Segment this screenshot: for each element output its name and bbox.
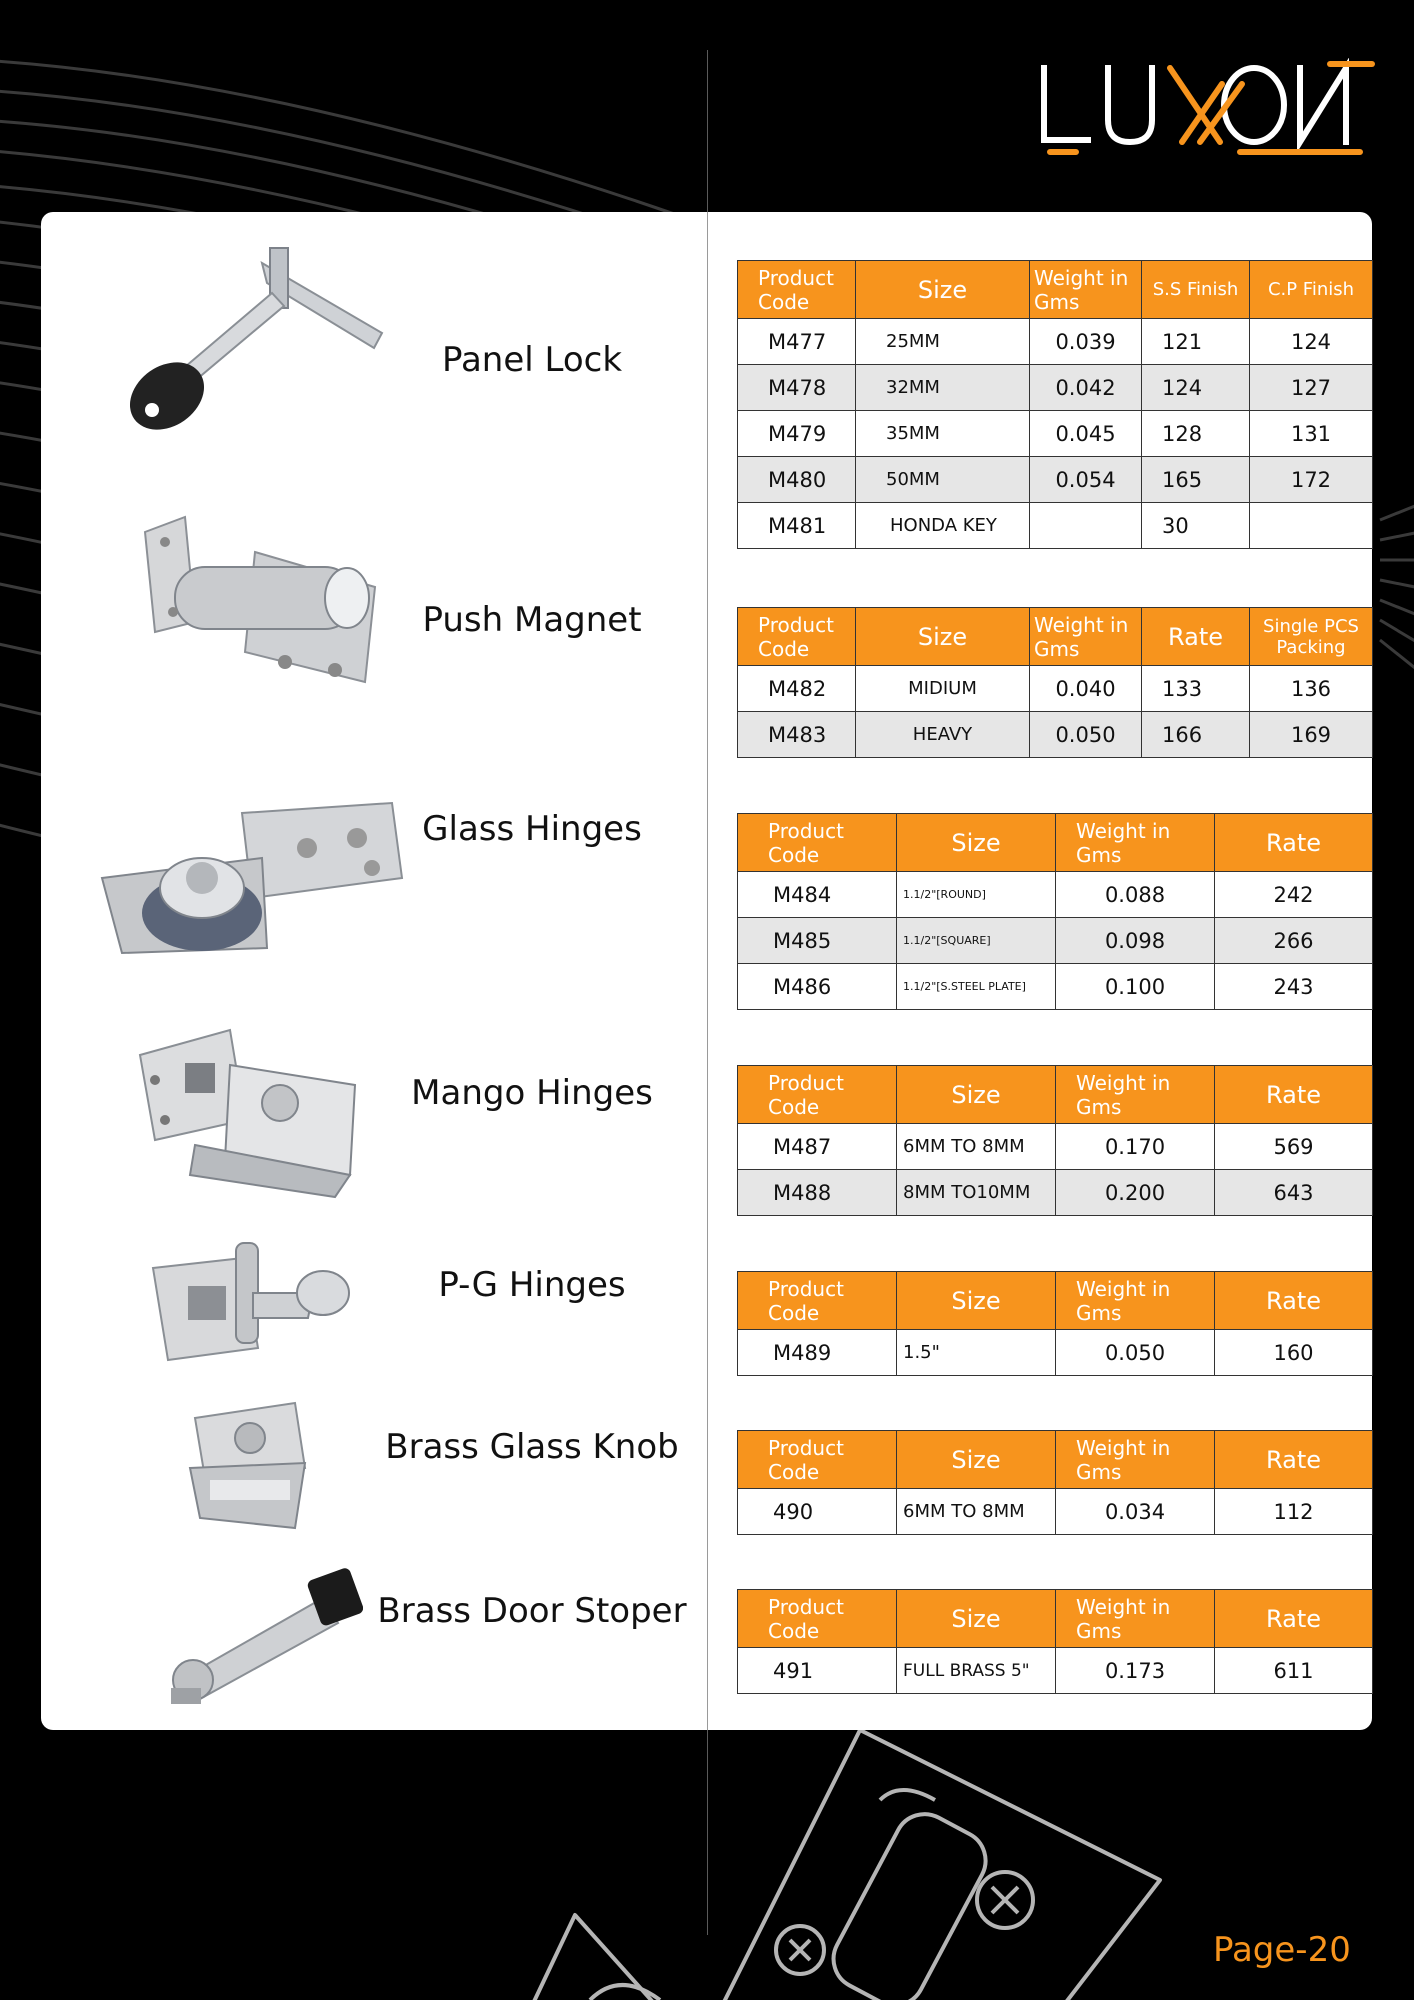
table-row [738,457,1373,503]
cell-size: 1.5" [897,1330,1056,1376]
table-row [738,1170,1373,1216]
product-name-pg-hinges: P-G Hinges [438,1265,626,1305]
cell-weight: 0.050 [1056,1330,1215,1376]
cell-rate: 133 [1142,666,1250,712]
cell-rate: 643 [1215,1170,1373,1216]
table-row [738,712,1373,758]
table-row [738,1330,1373,1376]
cell-weight: 0.050 [1030,712,1142,758]
cell-weight: 0.045 [1030,411,1142,457]
cell-packing: 136 [1250,666,1373,712]
product-name-mango-hinges: Mango Hinges [411,1073,653,1113]
cell-weight: 0.039 [1030,319,1142,365]
header-product-code: Product Code [738,608,856,666]
price-table-glass-hinges [737,813,1373,1010]
product-name-glass-hinges: Glass Hinges [422,809,642,849]
header-size: Size [856,608,1030,666]
table-row [738,918,1373,964]
header-size: Size [897,814,1056,872]
cell-size: 6MM TO 8MM [897,1489,1056,1535]
header-rate: Rate [1215,1431,1373,1489]
cell-code: M486 [738,964,897,1010]
cell-size: FULL BRASS 5" [897,1648,1056,1694]
product-name-brass-glass-knob: Brass Glass Knob [385,1427,679,1467]
price-table-pg-hinges [737,1271,1373,1376]
glass-hinges-image [92,798,404,958]
table-row [738,872,1373,918]
cell-size: 8MM TO10MM [897,1170,1056,1216]
cell-rate-2: 172 [1250,457,1373,503]
luxon-logo [1030,58,1390,158]
cell-packing: 169 [1250,712,1373,758]
price-table-brass-glass-knob [737,1430,1373,1535]
product-name-brass-door-stoper: Brass Door Stoper [377,1591,687,1631]
table-row [738,503,1373,549]
cell-weight [1030,503,1142,549]
cell-code: 491 [738,1648,897,1694]
header-size: Size [897,1431,1056,1489]
cell-size: 35MM [856,411,1030,457]
table-row [738,319,1373,365]
header-product-code: Product Code [738,1066,897,1124]
header-rate: Rate [1215,1272,1373,1330]
cell-size: HONDA KEY [856,503,1030,549]
cell-rate-2: 124 [1250,319,1373,365]
cell-size: 50MM [856,457,1030,503]
header-product-code: Product Code [738,1590,897,1648]
header-weight: Weight in Gms [1030,261,1142,319]
cell-code: M489 [738,1330,897,1376]
table-row [738,1489,1373,1535]
cell-weight: 0.098 [1056,918,1215,964]
header-size: Size [897,1066,1056,1124]
cell-rate: 121 [1142,319,1250,365]
header-rate: Rate [1215,1590,1373,1648]
price-table-panel-lock [737,260,1373,549]
cell-rate: 30 [1142,503,1250,549]
cell-code: M482 [738,666,856,712]
cell-weight: 0.054 [1030,457,1142,503]
cell-rate-2 [1250,503,1373,549]
cell-rate: 569 [1215,1124,1373,1170]
cell-rate: 128 [1142,411,1250,457]
header-product-code: Product Code [738,814,897,872]
table-row [738,1648,1373,1694]
cell-weight: 0.173 [1056,1648,1215,1694]
cell-code: 490 [738,1489,897,1535]
cell-size: MIDIUM [856,666,1030,712]
push-magnet-image [135,512,385,702]
cell-code: M487 [738,1124,897,1170]
header-weight: Weight in Gms [1056,814,1215,872]
header-rate: Rate [1215,1066,1373,1124]
cell-code: M483 [738,712,856,758]
cell-code: M488 [738,1170,897,1216]
price-table-push-magnet [737,607,1373,758]
header-product-code: Product Code [738,1431,897,1489]
cell-code: M480 [738,457,856,503]
page-number: Page-20 [1213,1930,1351,1970]
cell-code: M485 [738,918,897,964]
cell-rate: 611 [1215,1648,1373,1694]
cell-rate: 166 [1142,712,1250,758]
header-single-pcs-packing: Single PCS Packing [1250,608,1373,666]
header-weight: Weight in Gms [1056,1066,1215,1124]
cell-size: 25MM [856,319,1030,365]
brass-glass-knob-image [185,1398,315,1533]
header-size: Size [897,1272,1056,1330]
cell-rate: 112 [1215,1489,1373,1535]
cell-code: M479 [738,411,856,457]
mango-hinges-image [135,1025,365,1200]
header-weight: Weight in Gms [1056,1431,1215,1489]
table-row [738,411,1373,457]
header-weight: Weight in Gms [1056,1590,1215,1648]
cell-weight: 0.034 [1056,1489,1215,1535]
header-product-code: Product Code [738,1272,897,1330]
cell-weight: 0.040 [1030,666,1142,712]
header-size: Size [856,261,1030,319]
header-rate: Rate [1142,608,1250,666]
product-name-push-magnet: Push Magnet [422,600,642,640]
table-row [738,1124,1373,1170]
cell-rate: 242 [1215,872,1373,918]
table-row [738,666,1373,712]
header-cp-finish: C.P Finish [1250,261,1373,319]
panel-lock-image [112,238,397,438]
price-table-brass-door-stoper [737,1589,1373,1694]
cell-rate: 266 [1215,918,1373,964]
header-weight: Weight in Gms [1056,1272,1215,1330]
table-row [738,365,1373,411]
pg-hinges-image [148,1238,353,1363]
cell-rate-2: 127 [1250,365,1373,411]
cell-size: 1.1/2"[SQUARE] [897,918,1056,964]
table-row [738,964,1373,1010]
header-size: Size [897,1590,1056,1648]
header-weight: Weight in Gms [1030,608,1142,666]
cell-size: 32MM [856,365,1030,411]
cell-rate: 124 [1142,365,1250,411]
cell-rate-2: 131 [1250,411,1373,457]
cell-rate: 160 [1215,1330,1373,1376]
cell-rate: 165 [1142,457,1250,503]
card-divider [707,212,708,1730]
cell-weight: 0.200 [1056,1170,1215,1216]
cell-size: 1.1/2"[ROUND] [897,872,1056,918]
cell-code: M478 [738,365,856,411]
cell-size: HEAVY [856,712,1030,758]
cell-size: 6MM TO 8MM [897,1124,1056,1170]
cell-code: M477 [738,319,856,365]
cell-code: M481 [738,503,856,549]
header-product-code: Product Code [738,261,856,319]
cell-rate: 243 [1215,964,1373,1010]
header-ss-finish: S.S Finish [1142,261,1250,319]
brass-door-stoper-image [163,1568,363,1708]
product-name-panel-lock: Panel Lock [441,340,623,380]
cell-weight: 0.042 [1030,365,1142,411]
cell-size: 1.1/2"[S.STEEL PLATE] [897,964,1056,1010]
cell-weight: 0.100 [1056,964,1215,1010]
header-rate: Rate [1215,814,1373,872]
cell-weight: 0.170 [1056,1124,1215,1170]
price-table-mango-hinges [737,1065,1373,1216]
cell-weight: 0.088 [1056,872,1215,918]
cell-code: M484 [738,872,897,918]
